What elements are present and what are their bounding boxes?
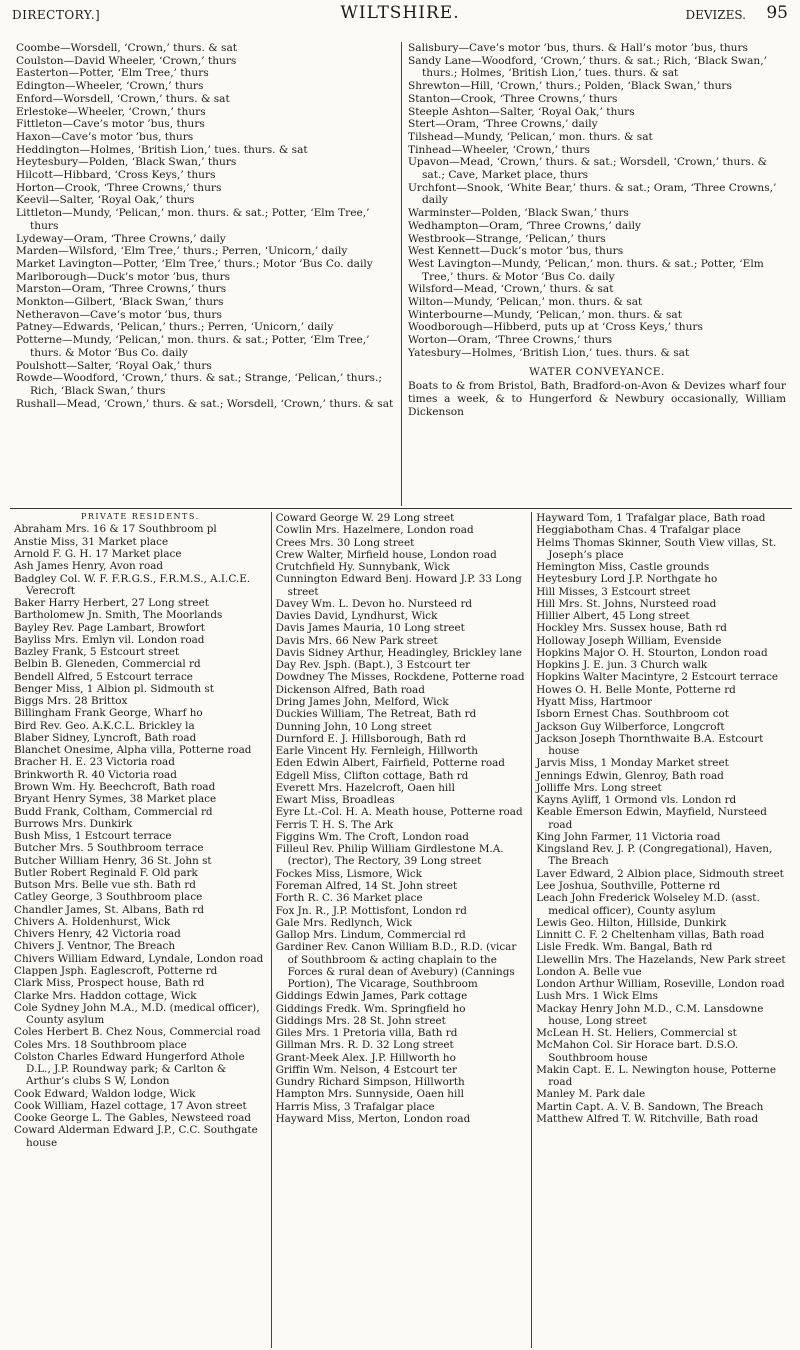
resident-entry: Gale Mrs. Redlynch, Wick xyxy=(275,916,412,929)
resident-entry: Chivers William Edward, Lyndale, London road xyxy=(14,952,264,965)
resident-entry: Day Rev. Jsph. (Bapt.), 3 Estcourt ter xyxy=(275,659,471,672)
carrier-entry: Haxon—Cave’s motor ’bus, thurs xyxy=(16,130,194,143)
resident-entry: Butcher William Henry, 36 St. John st xyxy=(14,854,212,867)
carrier-entry: West Lavington—Mundy, ‘Pelican,’ mon. thurs. & sat.; Potter, ‘Elm Tree,’ thurs. & Motor ’Bus Co. daily xyxy=(408,257,764,283)
resident-entry: Hopkins Major O. H. Stourton, London road xyxy=(536,646,768,659)
residents-heading: PRIVATE RESIDENTS. xyxy=(80,512,200,521)
resident-entry: Cooke George L. The Gables, Newsteed road xyxy=(14,1112,252,1125)
carrier-entry: Marston—Oram, ‘Three Crowns,’ thurs xyxy=(16,283,227,296)
resident-entry: Jackson Joseph Thornthwaite B.A. Estcourt house xyxy=(536,732,764,758)
resident-entry: Abraham Mrs. 16 & 17 Southbroom pl xyxy=(14,523,217,536)
carrier-entry: Rushall—Mead, ‘Crown,’ thurs. & sat.; Worsdell, ‘Crown,’ thurs. & sat xyxy=(16,397,394,410)
resident-entry: Chandler James, St. Albans, Bath rd xyxy=(14,903,205,916)
resident-entry: Colston Charles Edward Hungerford Athole D.L., J.P. Roundway park; & Carlton & Arthur’s clubs S W, London xyxy=(14,1050,245,1088)
carrier-entry: Urchfont—Snook, ‘White Bear,’ thurs. & sat.; Oram, ‘Three Crowns,’ daily xyxy=(408,181,777,207)
resident-entry: Lisle Fredk. Wm. Bangal, Bath rd xyxy=(536,941,713,954)
resident-entry: Dowdney The Misses, Rockdene, Potterne road xyxy=(275,671,525,684)
resident-entry: Coles Herbert B. Chez Nous, Commercial road xyxy=(14,1026,261,1039)
resident-entry: Jackson Guy Wilberforce, Longcroft xyxy=(536,720,725,733)
resident-entry: Durnford E. J. Hillsborough, Bath rd xyxy=(275,732,467,745)
resident-entry: Crees Mrs. 30 Long street xyxy=(275,536,415,549)
resident-entry: Coward George W. 29 Long street xyxy=(275,512,455,524)
carriers-section xyxy=(10,42,792,506)
resident-entry: Davey Wm. L. Devon ho. Nursteed rd xyxy=(275,597,473,610)
resident-entry: Lee Joshua, Southville, Potterne rd xyxy=(536,879,721,892)
resident-entry: Manley M. Park dale xyxy=(536,1088,646,1101)
resident-entry: Bracher H. E. 23 Victoria road xyxy=(14,756,175,769)
carrier-entry: Warminster—Polden, ‘Black Swan,’ thurs xyxy=(408,207,629,220)
resident-entry: Belbin B. Gleneden, Commercial rd xyxy=(14,658,201,671)
resident-entry: Bayley Rev. Page Lambart, Browfort xyxy=(14,621,205,634)
resident-entry: Kingsland Rev. J. P. (Congregational), Haven, The Breach xyxy=(536,843,773,868)
resident-entry: Blanchet Onesime, Alpha villa, Potterne road xyxy=(14,744,252,757)
carrier-entry: Enford—Worsdell, ‘Crown,’ thurs. & sat xyxy=(16,92,230,105)
carrier-entry: Sandy Lane—Woodford, ‘Crown,’ thurs. & sat.; Rich, ‘Black Swan,’ thurs.; Holmes, ‘British Lion,’ tues. thurs. & sat xyxy=(408,54,767,80)
resident-entry: Grant-Meek Alex. J.P. Hillworth ho xyxy=(275,1051,456,1064)
resident-entry: Dring James John, Melford, Wick xyxy=(275,695,449,708)
resident-entry: Hill Mrs. St. Johns, Nursteed road xyxy=(536,597,717,610)
residents-column-1 xyxy=(10,512,271,1348)
resident-entry: Bartholomew Jn. Smith, The Moorlands xyxy=(14,609,223,622)
resident-entry: Earle Vincent Hy. Fernleigh, Hillworth xyxy=(275,745,478,758)
section-divider xyxy=(10,508,792,509)
resident-entry: Dickenson Alfred, Bath road xyxy=(275,683,425,696)
carrier-entry: Stanton—Crook, ‘Three Crowns,’ thurs xyxy=(408,92,618,105)
resident-entry: Badgley Col. W. F. F.R.G.S., F.R.M.S., A.I.C.E. Verecroft xyxy=(14,572,251,597)
resident-entry: Coward Alderman Edward J.P., C.C. Southgate house xyxy=(14,1124,258,1149)
resident-entry: Dunning John, 10 Long street xyxy=(275,720,432,733)
carrier-entry: Fittleton—Cave’s motor ’bus, thurs xyxy=(16,118,205,131)
resident-entry: Bryant Henry Symes, 38 Market place xyxy=(14,793,217,806)
resident-entry: Eden Edwin Albert, Fairfield, Potterne road xyxy=(275,757,505,770)
page-number: 95 xyxy=(766,3,788,23)
resident-entry: Gardiner Rev. Canon William B.D., R.D. (vicar of Southbroom & acting chaplain to the Forces & rural dean of Avebury) (Cannings Portion), The Vicarage, Southbroom xyxy=(275,941,517,991)
resident-entry: Blaber Sidney, Lyncroft, Bath road xyxy=(14,731,197,744)
resident-entry: Fockes Miss, Lismore, Wick xyxy=(275,867,422,880)
carrier-entry: Westbrook—Strange, ‘Pelican,’ thurs xyxy=(408,232,606,245)
carrier-entry: Tilshead—Mundy, ‘Pelican,’ mon. thurs. & sat xyxy=(408,130,653,143)
carrier-entry: Worton—Oram, ‘Three Crowns,’ thurs xyxy=(408,334,613,347)
resident-entry: Benger Miss, 1 Albion pl. Sidmouth st xyxy=(14,682,214,695)
carrier-entry: Potterne—Mundy, ‘Pelican,’ mon. thurs. & sat.; Potter, ‘Elm Tree,’ thurs. & Motor ’Bus Co. daily xyxy=(16,334,370,359)
carrier-entry: Erlestoke—Wheeler, ‘Crown,’ thurs xyxy=(16,105,206,118)
carrier-entry: Easterton—Potter, ‘Elm Tree,’ thurs xyxy=(16,67,209,80)
county-title: WILTSHIRE. xyxy=(340,3,460,23)
resident-entry: Makin Capt. E. L. Newington house, Potterne road xyxy=(536,1063,776,1089)
resident-entry: Bendell Alfred, 5 Estcourt terrace xyxy=(14,670,193,683)
resident-entry: Giles Mrs. 1 Pretoria villa, Bath rd xyxy=(275,1027,458,1040)
resident-entry: Forth R. C. 36 Market place xyxy=(275,892,423,905)
water-conveyance-title: WATER CONVEYANCE. xyxy=(529,365,665,378)
resident-entry: Hyatt Miss, Hartmoor xyxy=(536,695,652,708)
carrier-entry: Upavon—Mead, ‘Crown,’ thurs. & sat.; Worsdell, ‘Crown,’ thurs. & sat.; Cave, Market place, thurs xyxy=(408,156,767,182)
resident-entry: Davis James Mauria, 10 Long street xyxy=(275,622,465,635)
resident-entry: Linnitt C. F. 2 Cheltenham villas, Bath road xyxy=(536,929,765,942)
resident-entry: Cole Sydney John M.A., M.D. (medical officer), County asylum xyxy=(14,1001,260,1027)
resident-entry: Brown Wm. Hy. Beechcroft, Bath road xyxy=(14,781,216,794)
private-residents-section xyxy=(10,512,792,1348)
resident-entry: Davis Sidney Arthur, Headingley, Brickley lane xyxy=(275,646,522,659)
carrier-entry: Marlborough—Duck’s motor ’bus, thurs xyxy=(16,270,231,283)
resident-entry: Clark Miss, Prospect house, Bath rd xyxy=(14,977,205,990)
resident-entry: Biggs Mrs. 28 Brittox xyxy=(14,695,128,708)
carrier-entry: Lydeway—Oram, ‘Three Crowns,’ daily xyxy=(16,232,226,245)
resident-entry: Chivers J. Ventnor, The Breach xyxy=(14,940,176,953)
resident-entry: Bird Rev. Geo. A.K.C.L. Brickley la xyxy=(14,719,195,732)
resident-entry: Ash James Henry, Avon road xyxy=(14,560,164,573)
resident-entry: Jarvis Miss, 1 Monday Market street xyxy=(536,757,729,770)
resident-entry: Leach John Frederick Wolseley M.D. (asst. medical officer), County asylum xyxy=(536,892,760,917)
resident-entry: Clarke Mrs. Haddon cottage, Wick xyxy=(14,989,197,1002)
carrier-entry: West Kennett—Duck’s motor ’bus, thurs xyxy=(408,245,624,258)
resident-entry: Arnold F. G. H. 17 Market place xyxy=(14,547,182,560)
resident-entry: Chivers Henry, 42 Victoria road xyxy=(14,928,181,941)
resident-entry: Hampton Mrs. Sunnyside, Oaen hill xyxy=(275,1088,464,1101)
resident-entry: Filleul Rev. Philip William Girdlestone M.A. (rector), The Rectory, 39 Long street xyxy=(275,843,504,868)
carrier-entry: Stert—Oram, ‘Three Crowns,’ daily xyxy=(408,118,598,131)
resident-entry: Cunnington Edward Benj. Howard J.P. 33 Long street xyxy=(275,573,522,598)
resident-entry: Matthew Alfred T. W. Ritchville, Bath road xyxy=(536,1113,759,1126)
carrier-entry: Keevil—Salter, ‘Royal Oak,’ thurs xyxy=(16,194,195,207)
resident-entry: Heytesbury Lord J.P. Northgate ho xyxy=(536,573,718,586)
carrier-entry: Salisbury—Cave’s motor ’bus, thurs. & Hall’s motor ’bus, thurs xyxy=(408,42,748,54)
residents-column-3 xyxy=(531,512,792,1348)
resident-entry: Harris Miss, 3 Trafalgar place xyxy=(275,1100,435,1113)
carrier-entry: Yatesbury—Holmes, ‘British Lion,’ tues. thurs. & sat xyxy=(408,346,690,359)
carrier-entry: Patney—Edwards, ‘Pelican,’ thurs.; Perren, ‘Unicorn,’ daily xyxy=(16,321,334,334)
carrier-entry: Edington—Wheeler, ‘Crown,’ thurs xyxy=(16,80,204,93)
resident-entry: McLean H. St. Heliers, Commercial st xyxy=(536,1027,737,1040)
resident-entry: Helms Thomas Skinner, South View villas, St. Joseph’s place xyxy=(536,536,777,561)
resident-entry: London Arthur William, Roseville, London road xyxy=(536,978,785,991)
resident-entry: London A. Belle vue xyxy=(536,965,642,978)
resident-entry: Butler Robert Reginald F. Old park xyxy=(14,866,198,879)
resident-entry: Gundry Richard Simpson, Hillworth xyxy=(275,1076,465,1089)
residents-list-1 xyxy=(14,523,267,1149)
resident-entry: Lewis Geo. Hilton, Hillside, Dunkirk xyxy=(536,916,727,929)
carrier-entry: Netheravon—Cave’s motor ’bus, thurs xyxy=(16,308,222,321)
resident-entry: Ferris T. H. S. The Ark xyxy=(275,818,394,831)
carrier-entry: Wilsford—Mead, ‘Crown,’ thurs. & sat xyxy=(408,283,614,296)
carrier-entry: Tinhead—Wheeler, ‘Crown,’ thurs xyxy=(408,143,590,156)
resident-entry: Figgins Wm. The Croft, London road xyxy=(275,830,469,843)
resident-entry: Hayward Miss, Merton, London road xyxy=(275,1113,471,1126)
resident-entry: Gallop Mrs. Lindum, Commercial rd xyxy=(275,929,466,942)
resident-entry: Coles Mrs. 18 Southbroom place xyxy=(14,1038,187,1051)
carrier-entry: Littleton—Mundy, ‘Pelican,’ mon. thurs. & sat.; Potter, ‘Elm Tree,’ thurs xyxy=(16,207,370,232)
resident-entry: Burrows Mrs. Dunkirk xyxy=(14,817,133,830)
resident-entry: Keable Emerson Edwin, Mayfield, Nursteed road xyxy=(536,806,767,831)
resident-entry: Lush Mrs. 1 Wick Elms xyxy=(536,990,658,1003)
resident-entry: Bazley Frank, 5 Estcourt street xyxy=(14,646,180,659)
resident-entry: Jennings Edwin, Glenroy, Bath road xyxy=(536,769,724,782)
resident-entry: Hockley Mrs. Sussex house, Bath rd xyxy=(536,622,727,635)
carrier-entry: Heddington—Holmes, ‘British Lion,’ tues. thurs. & sat xyxy=(16,143,308,156)
carrier-entry: Hilcott—Hibbard, ‘Cross Keys,’ thurs xyxy=(16,169,216,182)
resident-entry: Cook Edward, Waldon lodge, Wick xyxy=(14,1087,196,1100)
resident-entry: Hill Misses, 3 Estcourt street xyxy=(536,585,691,598)
resident-entry: Bush Miss, 1 Estcourt terrace xyxy=(14,830,172,843)
carrier-entry: Poulshott—Salter, ‘Royal Oak,’ thurs xyxy=(16,359,212,372)
resident-entry: Crew Walter, Mirfield house, London road xyxy=(275,548,497,561)
resident-entry: Isborn Ernest Chas. Southbroom cot xyxy=(536,708,729,721)
resident-entry: Kayns Ayliff, 1 Ormond vls. London rd xyxy=(536,794,737,807)
resident-entry: Jolliffe Mrs. Long street xyxy=(536,781,662,794)
resident-entry: Davis Mrs. 66 New Park street xyxy=(275,634,438,647)
resident-entry: Duckies William, The Retreat, Bath rd xyxy=(275,708,477,721)
town-label: DEVIZES. xyxy=(685,8,746,22)
carrier-entry: Marden—Wilsford, ‘Elm Tree,’ thurs.; Perren, ‘Unicorn,’ daily xyxy=(16,245,348,258)
carrier-entry: Woodborough—Hibberd, puts up at ‘Cross Keys,’ thurs xyxy=(408,321,703,334)
water-conveyance-text: Boats to & from Bristol, Bath, Bradford-on-Avon & Devizes wharf four times a week, & to Hungerford & Newbury occasionally, William Dickenson xyxy=(408,380,786,418)
carrier-entry: Steeple Ashton—Salter, ‘Royal Oak,’ thurs xyxy=(408,105,635,118)
resident-entry: Hopkins J. E. jun. 3 Church walk xyxy=(536,659,708,672)
resident-entry: Budd Frank, Coltham, Commercial rd xyxy=(14,805,213,818)
resident-entry: Foreman Alfred, 14 St. John street xyxy=(275,879,458,892)
resident-entry: McMahon Col. Sir Horace bart. D.S.O. Southbroom house xyxy=(536,1039,739,1064)
resident-entry: Billingham Frank George, Wharf ho xyxy=(14,707,203,720)
resident-entry: Butson Mrs. Belle vue sth. Bath rd xyxy=(14,879,196,892)
resident-entry: Bayliss Mrs. Emlyn vil. London road xyxy=(14,633,205,646)
resident-entry: Gillman Mrs. R. D. 32 Long street xyxy=(275,1039,454,1052)
resident-entry: Mackay Henry John M.D., C.M. Lansdowne house, Long street xyxy=(536,1002,764,1027)
carrier-entry: Rowde—Woodford, ‘Crown,’ thurs. & sat.; Strange, ‘Pelican,’ thurs.; Rich, ‘Black Swan,’ thurs xyxy=(16,372,382,397)
resident-entry: Hillier Albert, 45 Long street xyxy=(536,610,690,623)
resident-entry: Edgell Miss, Clifton cottage, Bath rd xyxy=(275,769,469,782)
page-header xyxy=(0,0,800,26)
resident-entry: Griffin Wm. Nelson, 4 Estcourt ter xyxy=(275,1063,457,1076)
resident-entry: Butcher Mrs. 5 Southbroom terrace xyxy=(14,842,204,855)
resident-entry: Heggiabotham Chas. 4 Trafalgar place xyxy=(536,524,741,537)
carrier-entry: Horton—Crook, ‘Three Crowns,’ thurs xyxy=(16,181,222,194)
resident-entry: Martin Capt. A. V. B. Sandown, The Breach xyxy=(536,1100,764,1113)
resident-entry: Baker Harry Herbert, 27 Long street xyxy=(14,597,209,610)
resident-entry: Holloway Joseph William, Evenside xyxy=(536,634,722,647)
resident-entry: Hopkins Walter Macintyre, 2 Estcourt terrace xyxy=(536,671,779,684)
carriers-left-column xyxy=(10,42,401,506)
carrier-entry: Market Lavington—Potter, ‘Elm Tree,’ thurs.; Motor ’Bus Co. daily xyxy=(16,257,373,270)
carrier-entry: Wilton—Mundy, ‘Pelican,’ mon. thurs. & sat xyxy=(408,296,643,309)
resident-entry: Catley George, 3 Southbroom place xyxy=(14,891,203,904)
resident-entry: Crutchfield Hy. Sunnybank, Wick xyxy=(275,561,450,574)
carrier-entry: Shrewton—Hill, ‘Crown,’ thurs.; Polden, ‘Black Swan,’ thurs xyxy=(408,80,732,93)
resident-entry: Giddings Fredk. Wm. Springfield ho xyxy=(275,1002,466,1015)
resident-entry: Chivers A. Holdenhurst, Wick xyxy=(14,915,171,928)
resident-entry: Cook William, Hazel cottage, 17 Avon street xyxy=(14,1099,247,1112)
carrier-entry: Coombe—Worsdell, ‘Crown,’ thurs. & sat xyxy=(16,42,238,54)
resident-entry: Giddings Mrs. 28 St. John street xyxy=(275,1014,446,1027)
resident-entry: Giddings Edwin James, Park cottage xyxy=(275,990,468,1003)
carrier-entry: Monkton—Gilbert, ‘Black Swan,’ thurs xyxy=(16,296,224,309)
resident-entry: Everett Mrs. Hazelcroft, Oaen hill xyxy=(275,781,455,794)
resident-entry: Anstie Miss, 31 Market place xyxy=(14,535,169,548)
carrier-entry: Winterbourne—Mundy, ‘Pelican,’ mon. thurs. & sat xyxy=(408,308,682,321)
resident-entry: Eyre Lt.-Col. H. A. Meath house, Potterne road xyxy=(275,806,523,819)
resident-entry: Llewellin Mrs. The Hazelands, New Park street xyxy=(536,953,786,966)
carrier-entry: Heytesbury—Polden, ‘Black Swan,’ thurs xyxy=(16,156,237,169)
carriers-right-list xyxy=(408,42,786,360)
resident-entry: Clappen Jsph. Eaglescroft, Potterne rd xyxy=(14,965,218,977)
resident-entry: Ewart Miss, Broadleas xyxy=(275,794,395,807)
resident-entry: King John Farmer, 11 Victoria road xyxy=(536,830,721,843)
directory-label: DIRECTORY.] xyxy=(12,8,101,22)
resident-entry: Fox Jn. R., J.P. Mottisfont, London rd xyxy=(275,904,467,917)
resident-entry: Howes O. H. Belle Monte, Potterne rd xyxy=(536,683,736,696)
resident-entry: Laver Edward, 2 Albion place, Sidmouth street xyxy=(536,867,784,880)
carrier-entry: Wedhampton—Oram, ‘Three Crowns,’ daily xyxy=(408,219,641,232)
resident-entry: Davies David, Lyndhurst, Wick xyxy=(275,610,438,623)
resident-entry: Hemington Miss, Castle grounds xyxy=(536,561,710,574)
carriers-right-column xyxy=(401,42,792,506)
resident-entry: Brinkworth R. 40 Victoria road xyxy=(14,768,177,781)
carrier-entry: Coulston—David Wheeler, ‘Crown,’ thurs xyxy=(16,54,237,67)
residents-column-2 xyxy=(271,512,532,1348)
resident-entry: Hayward Tom, 1 Trafalgar place, Bath road xyxy=(536,512,766,524)
resident-entry: Cowlin Mrs. Hazelmere, London road xyxy=(275,524,474,537)
